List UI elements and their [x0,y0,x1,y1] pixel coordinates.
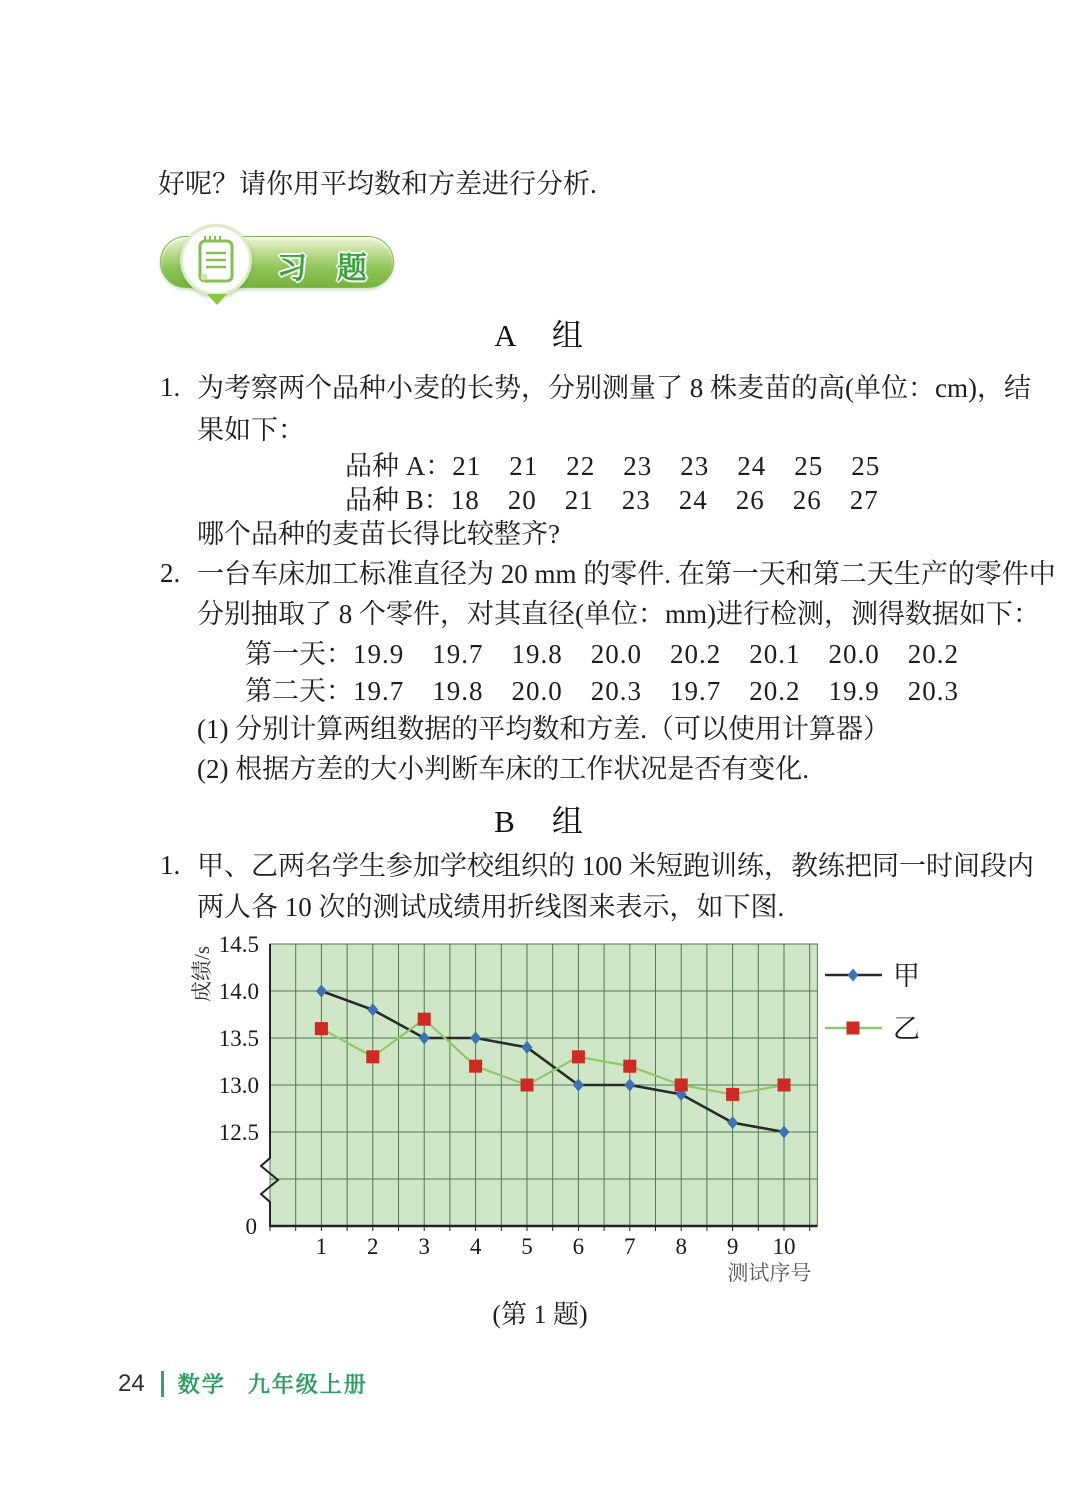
variety-b-label: 品种 B： [345,485,451,515]
footer-divider [161,1371,164,1397]
exercise-badge [158,224,408,304]
badge-arrow-icon [207,294,227,305]
footer-volume: 九年级上册 [247,1372,368,1397]
day-1-label: 第一天： [245,639,353,669]
svg-text:甲: 甲 [893,961,920,991]
intro-text: 好呢？请你用平均数和方差进行分析. [158,169,597,199]
day-1-values: 19.9 19.7 19.8 20.0 20.2 20.1 20.0 20.2 [353,639,959,669]
section-a-heading: A 组 [494,318,586,353]
notepad-icon-circle [180,224,252,296]
svg-text:9: 9 [726,1234,739,1259]
svg-text:1: 1 [315,1234,328,1259]
svg-text:0: 0 [245,1214,257,1239]
page-number: 24 [118,1369,145,1397]
variety-b-row [345,484,879,518]
y-axis-label: 成绩/s [190,945,214,1003]
notepad-icon [183,227,249,293]
page-footer [118,1368,368,1399]
section-b-heading: B 组 [494,804,586,839]
problem-2-number: 2. [160,558,181,588]
svg-text:6: 6 [572,1234,585,1259]
problem-b1-number: 1. [160,850,181,880]
day-2-label: 第二天： [245,676,353,706]
svg-text:14.0: 14.0 [218,979,259,1004]
y-tick-labels [219,932,259,1239]
x-tick-labels [316,1234,796,1259]
chart-figure [185,928,1030,1286]
problem-b1-line-2: 两人各 10 次的测试成绩用折线图来表示，如下图. [197,892,785,922]
svg-text:7: 7 [624,1234,636,1259]
variety-a-values: 21 21 22 23 23 24 25 25 [452,451,881,481]
line-chart [185,928,1030,1286]
svg-text:2: 2 [367,1234,379,1259]
day-1-row [245,638,959,672]
problem-b1-line-1: 甲、乙两名学生参加学校组织的 100 米短跑训练，教练把同一时间段内 [197,851,1034,881]
day-2-row [245,675,959,709]
legend [825,961,920,1044]
svg-text:13.5: 13.5 [218,1026,259,1051]
variety-a-row [345,450,880,484]
problem-2-line-2: 分别抽取了 8 个零件，对其直径(单位：mm)进行检测，测得数据如下： [197,599,1040,629]
variety-b-values: 18 20 21 23 24 26 26 27 [450,485,879,515]
footer-subject: 数学 [177,1372,226,1397]
problem-1-line-2: 果如下： [197,415,305,445]
problem-1-question: 哪个品种的麦苗长得比较整齐? [197,519,560,549]
problem-2-sub-1: (1) 分别计算两组数据的平均数和方差.（可以使用计算器） [197,714,890,744]
exercise-badge-label: 习 题 [277,252,367,285]
problem-2-line-1: 一台车床加工标准直径为 20 mm 的零件. 在第一天和第二天生产的零件中 [197,559,1056,589]
variety-a-label: 品种 A： [345,451,453,481]
x-axis-label: 测试序号 [727,1261,812,1285]
svg-text:12.5: 12.5 [218,1120,259,1145]
svg-text:8: 8 [675,1234,687,1259]
svg-text:13.0: 13.0 [218,1073,259,1098]
problem-1-number: 1. [160,372,181,402]
svg-text:3: 3 [418,1234,430,1259]
svg-text:乙: 乙 [893,1014,920,1044]
svg-text:10: 10 [772,1234,796,1259]
problem-1-line-1: 为考察两个品种小麦的长势，分别测量了 8 株麦苗的高(单位：cm)，结 [197,373,1031,403]
problem-2-sub-2: (2) 根据方差的大小判断车床的工作状况是否有变化. [197,754,809,784]
day-2-values: 19.7 19.8 20.0 20.3 19.7 20.2 19.9 20.3 [353,676,959,706]
chart-caption: (第 1 题) [492,1300,588,1329]
svg-text:14.5: 14.5 [218,932,259,957]
svg-text:4: 4 [469,1234,482,1259]
svg-text:5: 5 [521,1234,533,1259]
